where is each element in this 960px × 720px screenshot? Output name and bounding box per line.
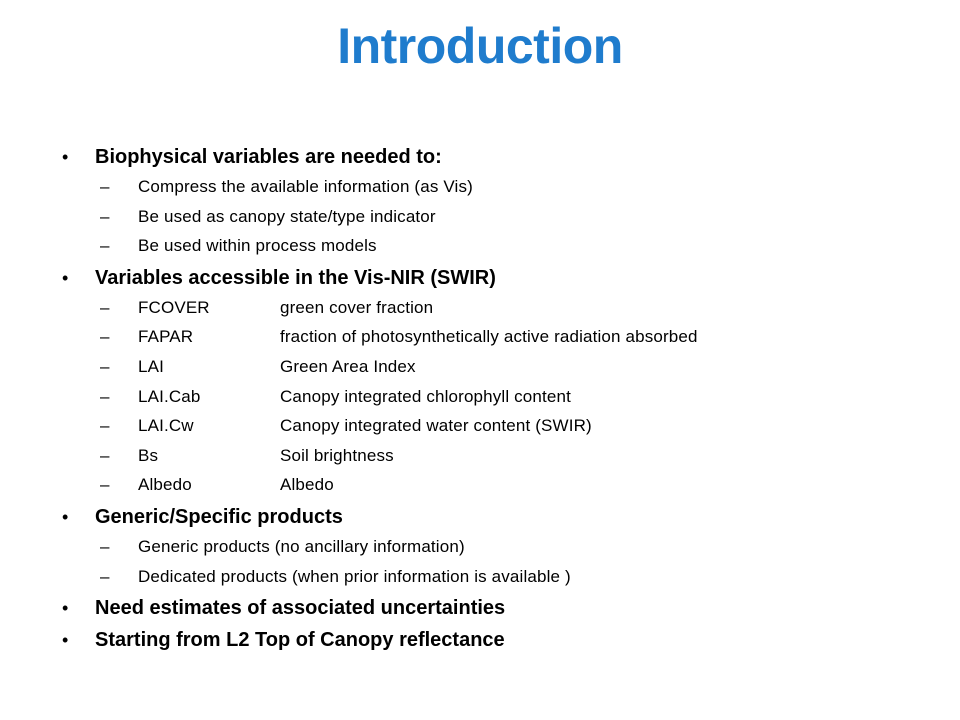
bullet-item (62, 143, 942, 172)
dash-icon: – (100, 177, 110, 196)
slide-title: Introduction (337, 18, 623, 74)
sub-list (62, 532, 942, 591)
dash-icon: – (100, 206, 110, 226)
sub-item (62, 172, 942, 202)
sub-text: Dedicated products (when prior information is available ) (138, 566, 571, 586)
dash-icon: – (100, 416, 110, 436)
bullet-text: Need estimates of associated uncertainties (95, 597, 506, 620)
bullet-text: Generic/Specific products (95, 505, 343, 528)
dash-icon: – (100, 297, 110, 317)
variable-description: Canopy integrated chlorophyll content (280, 386, 571, 406)
variable-term: FCOVER (138, 297, 210, 317)
dash-icon: – (100, 386, 110, 406)
sub-item (62, 352, 942, 382)
sub-list (62, 293, 942, 500)
dash-icon: – (100, 475, 110, 495)
dash-icon: – (100, 566, 110, 586)
variable-term: LAI (138, 356, 164, 376)
dash-icon: – (100, 236, 110, 256)
sub-item (62, 202, 942, 232)
sub-text: Be used within process models (138, 236, 377, 256)
sub-item (62, 293, 942, 323)
sub-item (62, 382, 942, 412)
bullet-icon: • (62, 267, 69, 288)
sub-list (62, 172, 942, 261)
bullet-icon: • (62, 506, 69, 527)
variable-description: fraction of photosynthetically active radiation absorbed (280, 327, 698, 347)
sub-item (62, 562, 942, 592)
sub-item (62, 411, 942, 441)
sub-text: Compress the available information (as Vis) (138, 177, 473, 196)
bullet-item (62, 264, 942, 293)
bullet-text: Variables accessible in the Vis-NIR (SWIR) (95, 266, 496, 289)
sub-item (62, 470, 942, 500)
sub-item (62, 441, 942, 471)
sub-text: Be used as canopy state/type indicator (138, 206, 436, 226)
variable-description: Soil brightness (280, 445, 394, 465)
variable-description: green cover fraction (280, 297, 434, 317)
sub-item (62, 322, 942, 352)
sub-item (62, 532, 942, 562)
bullet-item (62, 626, 942, 655)
slide-content (62, 140, 942, 655)
bullet-item (62, 594, 942, 623)
variable-term: LAI.Cab (138, 386, 201, 406)
variable-term: Bs (138, 445, 159, 465)
variable-description: Green Area Index (280, 356, 416, 376)
dash-icon: – (100, 445, 110, 465)
dash-icon: – (100, 536, 110, 556)
bullet-item (62, 503, 942, 532)
variable-description: Canopy integrated water content (SWIR) (280, 416, 592, 436)
sub-item (62, 231, 942, 261)
variable-term: Albedo (138, 475, 192, 495)
dash-icon: – (100, 356, 110, 376)
variable-term: LAI.Cw (138, 416, 194, 436)
bullet-icon: • (62, 147, 69, 167)
bullet-text: Starting from L2 Top of Canopy reflectance (95, 629, 505, 652)
variable-term: FAPAR (138, 327, 194, 347)
variable-description: Albedo (280, 475, 334, 495)
bullet-icon: • (62, 630, 69, 651)
bullet-icon: • (62, 598, 69, 619)
dash-icon: – (100, 327, 110, 347)
bullet-text: Biophysical variables are needed to: (95, 146, 442, 168)
sub-text: Generic products (no ancillary information) (138, 536, 465, 556)
